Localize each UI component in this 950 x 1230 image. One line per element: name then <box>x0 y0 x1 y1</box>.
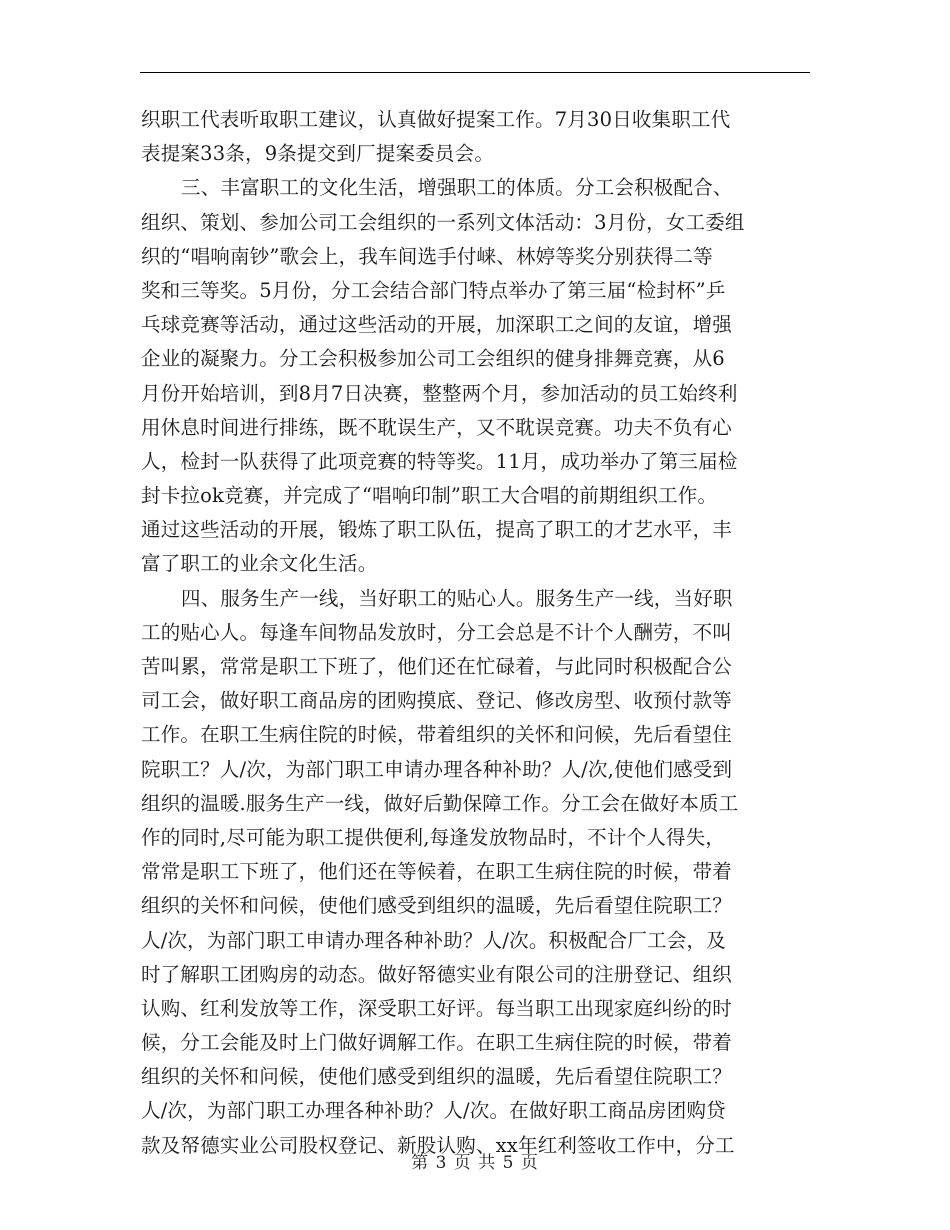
text-line: 三、丰富职工的文化生活，增强职工的体质。分工会积极配合、 <box>181 176 733 200</box>
text-line: 款及帑德实业公司股权登记、新股认购、xx年红利签收工作中，分工 <box>141 1133 735 1157</box>
text-line: 织的“唱响南钞”歌会上，我车间选手付崃、林婷等奖分别获得二等 <box>141 244 713 268</box>
text-line: 院职工？人/次，为部门职工申请办理各种补助？人/次,使他们感受到 <box>141 757 733 781</box>
text-line: 组织的关怀和问候，使他们感受到组织的温暖，先后看望住院职工？ <box>141 894 733 918</box>
text-line: 认购、红利发放等工作，深受职工好评。每当职工出现家庭纠纷的时 <box>141 996 733 1020</box>
text-line: 作的同时,尽可能为职工提供便利,每逢发放物品时，不计个人得失， <box>141 825 726 849</box>
text-line: 奖和三等奖。5月份，分工会结合部门特点举办了第三届“检封杯”乒 <box>141 278 726 302</box>
text-line: 组织的温暖.服务生产一线，做好后勤保障工作。分工会在做好本质工 <box>141 791 739 815</box>
text-line: 企业的凝聚力。分工会积极参加公司工会组织的健身排舞竞赛，从6 <box>141 347 725 371</box>
page-number-footer: 第 3 页 共 5 页 <box>411 1153 539 1173</box>
header-rule <box>140 72 810 73</box>
text-line: 通过这些活动的开展，锻炼了职工队伍，提高了职工的才艺水平，丰 <box>141 518 733 542</box>
text-line: 织职工代表听取职工建议，认真做好提案工作。7月30日收集职工代 <box>141 108 731 131</box>
text-line: 乓球竞赛等活动，通过这些活动的开展，加深职工之间的友谊，增强 <box>141 313 733 337</box>
text-line: 封卡拉ok竞赛，并完成了“唱响印制”职工大合唱的前期组织工作。 <box>141 484 718 508</box>
text-line: 月份开始培训，到8月7日决赛，整整两个月，参加活动的员工始终利 <box>141 381 738 405</box>
text-line: 司工会，做好职工商品房的团购摸底、登记、修改房型、收预付款等 <box>141 689 733 713</box>
text-line: 人/次，为部门职工办理各种补助？人/次。在做好职工商品房团购贷 <box>141 1099 726 1123</box>
text-line: 富了职工的业余文化生活。 <box>141 552 378 576</box>
text-line: 工作。在职工生病住院的时候，带着组织的关怀和问候，先后看望住 <box>141 723 733 747</box>
text-line: 表提案33条，9条提交到厂提案委员会。 <box>141 142 495 166</box>
text-line: 四、服务生产一线，当好职工的贴心人。服务生产一线，当好职 <box>181 586 733 610</box>
text-line: 人，检封一队获得了此项竞赛的特等奖。11月，成功举办了第三届检 <box>141 449 738 473</box>
text-line: 时了解职工团购房的动态。做好帑德实业有限公司的注册登记、组织 <box>141 962 733 986</box>
text-line: 组织的关怀和问候，使他们感受到组织的温暖，先后看望住院职工？ <box>141 1065 733 1089</box>
text-line: 常常是职工下班了，他们还在等候着，在职工生病住院的时候，带着 <box>141 860 733 884</box>
body-text <box>141 103 813 1163</box>
text-line: 候，分工会能及时上门做好调解工作。在职工生病住院的时候，带着 <box>141 1031 733 1055</box>
text-line: 工的贴心人。每逢车间物品发放时，分工会总是不计个人酬劳，不叫 <box>141 620 733 644</box>
text-line: 组织、策划、参加公司工会组织的一系列文体活动：3月份，女工委组 <box>141 210 745 234</box>
text-line: 人/次，为部门职工申请办理各种补助？人/次。积极配合厂工会，及 <box>141 928 726 952</box>
text-line: 苦叫累，常常是职工下班了，他们还在忙碌着，与此同时积极配合公 <box>141 655 733 678</box>
text-line: 用休息时间进行排练，既不耽误生产，又不耽误竞赛。功夫不负有心 <box>141 415 733 439</box>
